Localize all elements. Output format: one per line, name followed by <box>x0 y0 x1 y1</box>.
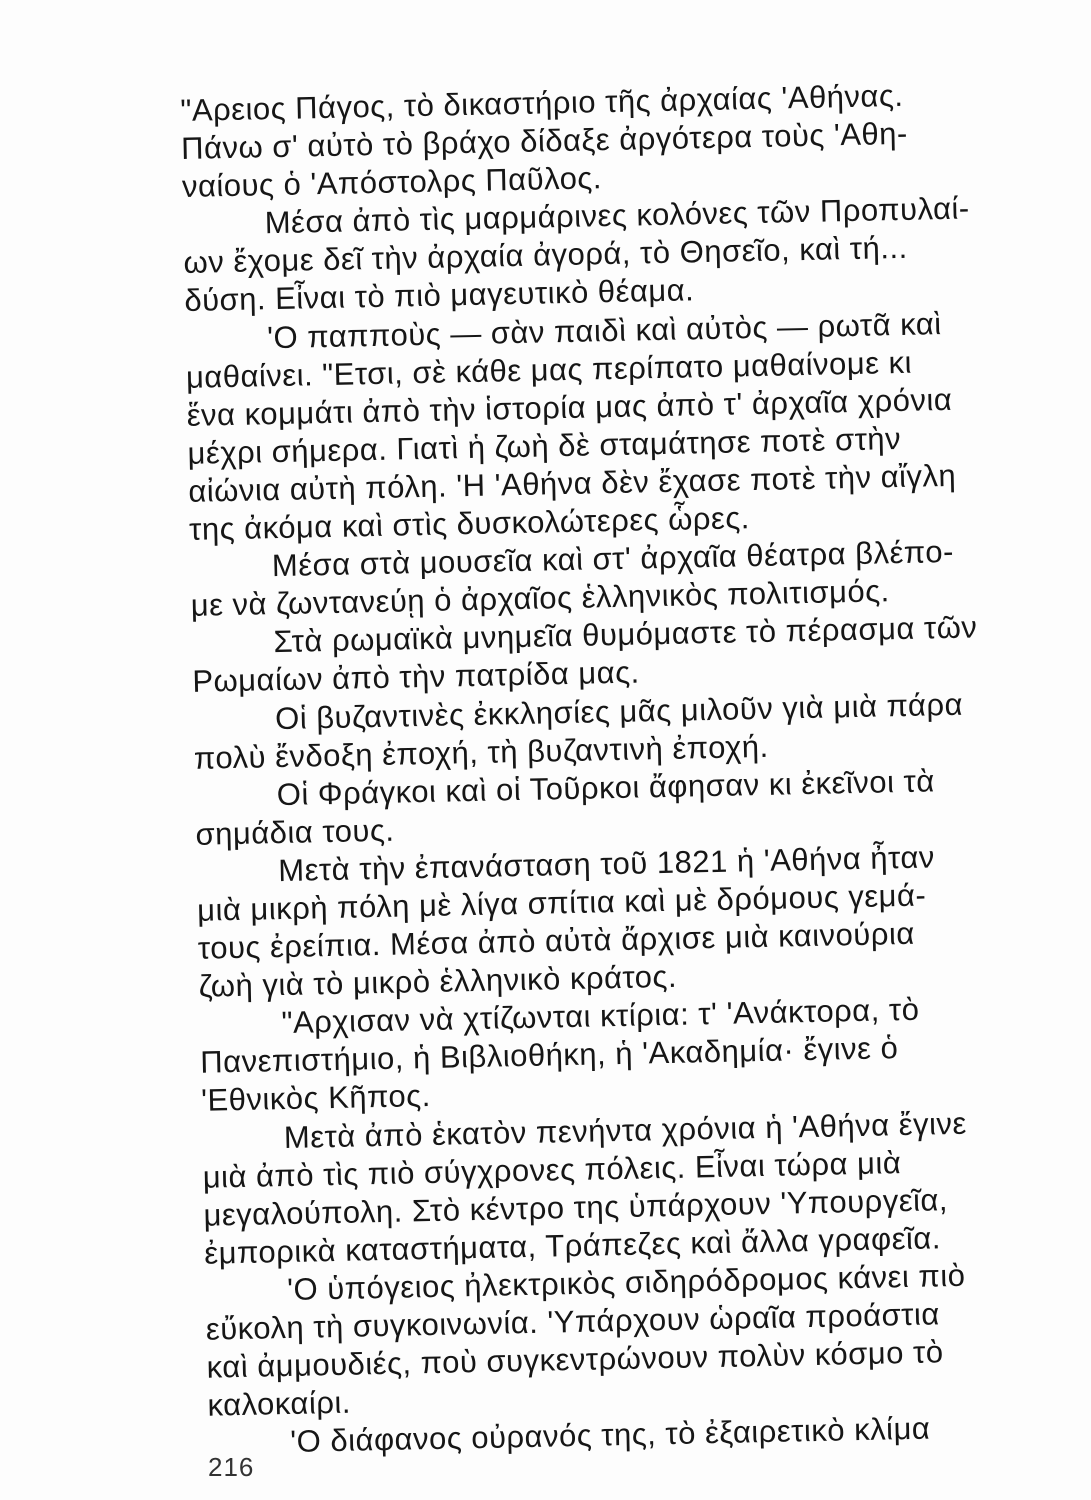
page-number: 216 <box>208 1452 255 1482</box>
text-line: "Αρχισαν νὰ χτίζωνται κτίρια: τ' 'Ανάκτορα, τὸ <box>281 991 920 1041</box>
text-line: Μετὰ ἀπὸ ἑκατὸν πενήντα χρόνια ἡ 'Αθήνα ἔγινε <box>283 1105 968 1155</box>
text-line: μιὰ μικρὴ πόλη μὲ λίγα σπίτια καὶ μὲ δρόμους γεμά- <box>196 877 927 928</box>
text-line: της ἀκόμα καὶ στὶς δυσκολώτερες ὧρες. <box>188 500 751 547</box>
text-line: Πανεπιστήμιο, ἡ Βιβλιοθήκη, ἡ 'Ακαδημία· ἔγινε ὁ <box>199 1030 899 1081</box>
text-line: μιὰ ἀπὸ τὶς πιὸ σύγχρονες πόλεις. Εἶναι τώρα μιὰ <box>202 1144 902 1195</box>
text-line: Πάνω σ' αὐτὸ τὸ βράχο δίδαξε ἀργότερα τοὺς 'Αθη- <box>180 115 909 167</box>
text-line: Μέσα ἀπὸ τὶς μαρμάρινες κολόνες τῶν Προπυλαί- <box>264 190 971 241</box>
text-line: εὔκολη τὴ συγκοινωνία. 'Υπάρχουν ὡραῖα προάστια <box>205 1296 941 1347</box>
text-line: Μέσα στὰ μουσεῖα καὶ στ' ἀρχαῖα θέατρα βλέπο- <box>271 534 955 584</box>
text-line: μέχρι σήμερα. Γιατὶ ἡ ζωὴ δὲ σταμάτησε ποτὲ στὴν <box>187 420 902 471</box>
text-line: δύση. Εἶναι τὸ πιὸ μαγευτικὸ θέαμα. <box>184 272 695 319</box>
text-line: Οἱ Φράγκοι καὶ οἱ Τοῦρκοι ἄφησαν κι ἐκεῖνοι τὰ <box>276 763 936 812</box>
text-line: Οἱ βυζαντινὲς ἐκκλησίες μᾶς μιλοῦν γιὰ μιὰ πάρα <box>274 686 964 736</box>
text-line: ἐμπορικὰ καταστήματα, Τράπεζες καὶ ἄλλα γραφεῖα. <box>203 1220 942 1271</box>
text-line: 'Ο διάφανος οὐρανός της, τὸ ἐξαιρετικὸ κλίμα <box>289 1410 931 1460</box>
text-line: Ρωμαίων ἀπὸ τὴν πατρίδα μας. <box>191 654 641 700</box>
text-line: σημάδια τους. <box>195 812 395 852</box>
body-text <box>180 74 1089 1464</box>
text-line: ἕνα κομμάτι ἀπὸ τὴν ἱστορία μας ἀπὸ τ' ἀρχαῖα χρόνια <box>186 381 953 433</box>
text-line: Μετὰ τὴν ἐπανάσταση τοῦ 1821 ἡ 'Αθήνα ἦταν <box>277 839 936 888</box>
text-line: 'Ο παπποὺς — σὰν παιδὶ καὶ αὐτὸς — ρωτᾶ καὶ <box>266 305 942 355</box>
text-line: αἰώνια αὐτὴ πόλη. 'Η 'Αθήνα δὲν ἔχασε ποτὲ τὴν αἴγλη <box>187 457 957 509</box>
text-line: καλοκαίρι. <box>207 1384 352 1423</box>
text-line: μαθαίνει. "Ετσι, σὲ κάθε μας περίπατο μαθαίνομε κι <box>185 344 913 395</box>
text-line: τους ἐρείπια. Μέσα ἀπὸ αὐτὰ ἄρχισε μιὰ καινούρια <box>197 915 916 966</box>
text-line: "Αρειος Πάγος, τὸ δικαστήριο τῆς ἀρχαίας 'Αθήνας. <box>180 77 904 128</box>
text-line: ναίους ὁ 'Απόστολρς Παῦλος. <box>181 160 603 205</box>
text-line: 'Εθνικὸς Κῆπος. <box>200 1078 432 1119</box>
text-line: μεγαλούπολη. Στὸ κέντρο της ὑπάρχουν 'Υπουργεῖα, <box>203 1181 949 1233</box>
text-line: Στὰ ρωμαϊκὰ μνημεῖα θυμόμαστε τὸ πέρασμα τῶν <box>273 609 978 660</box>
text-line: ων ἔχομε δεῖ τὴν ἀρχαία ἀγορά, τὸ Θησεῖο, καὶ τή... <box>183 230 908 281</box>
text-line: πολὺ ἔνδοξη ἐποχή, τὴ βυζαντινὴ ἐποχή. <box>193 728 770 776</box>
text-line: ζωὴ γιὰ τὸ μικρὸ ἑλληνικὸ κράτος. <box>198 958 678 1004</box>
text-line: με νὰ ζωντανεύῃ ὁ ἀρχαῖος ἑλληνικὸς πολιτισμός. <box>190 573 891 624</box>
text-line: καὶ ἀμμουδιές, ποὺ συγκεντρώνουν πολὺν κόσμο τὸ <box>206 1334 944 1385</box>
text-line: 'Ο ὑπόγειος ἠλεκτρικὸς σιδηρόδρομος κάνει πιὸ <box>286 1257 966 1307</box>
